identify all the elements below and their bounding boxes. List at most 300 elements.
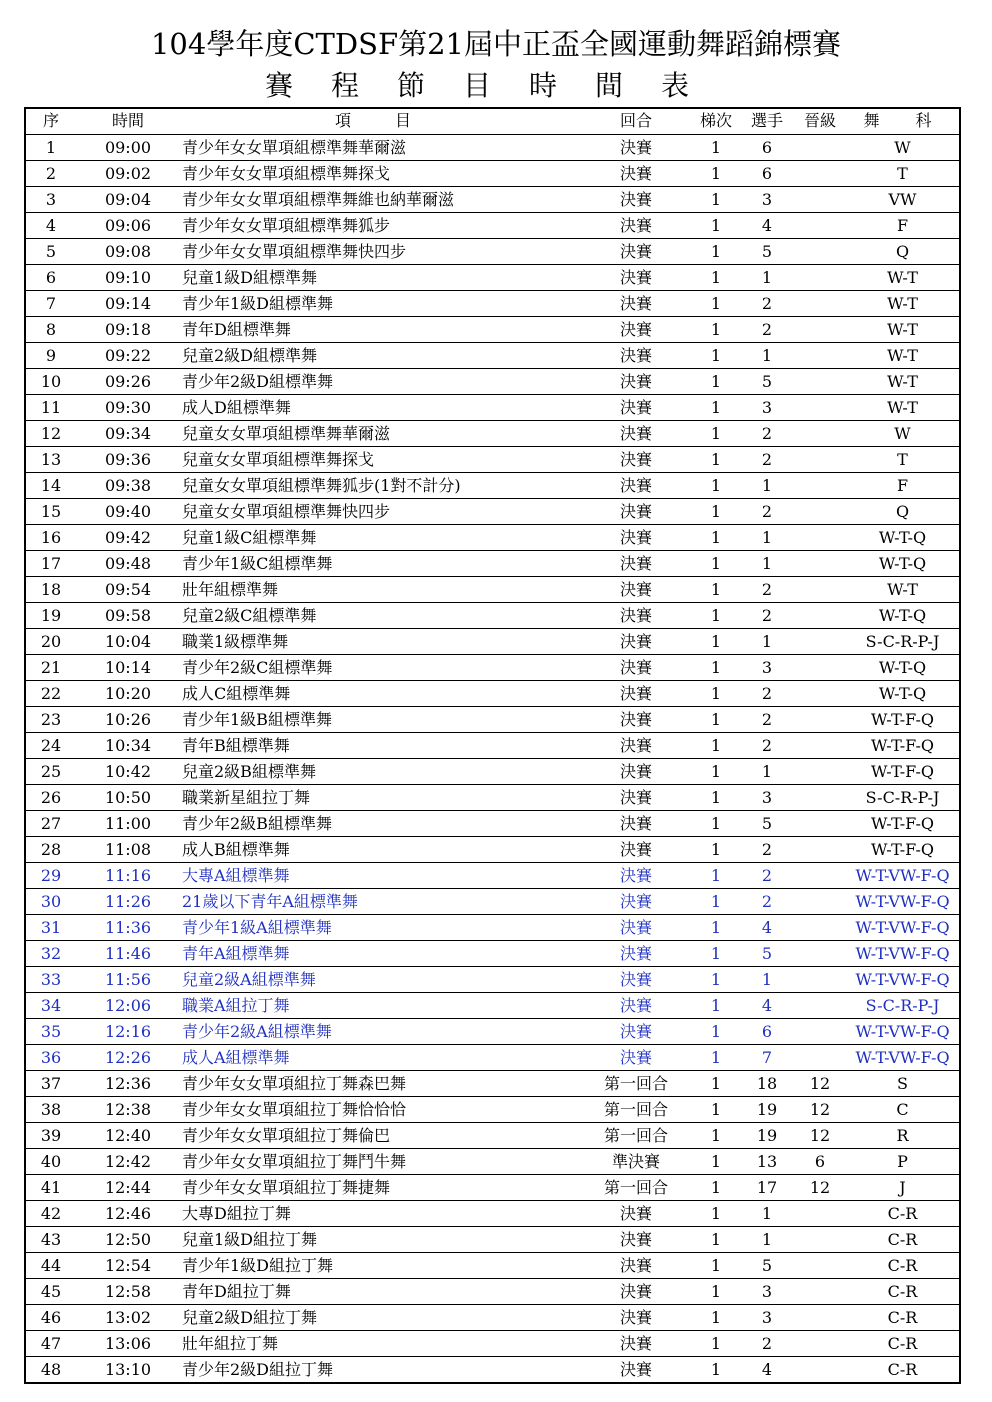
cell-seq: 3 <box>45 190 57 209</box>
cell-heat: 1 <box>710 996 722 1015</box>
cell-players: 4 <box>761 216 773 235</box>
cell-seq: 48 <box>40 1360 62 1379</box>
cell-players: 13 <box>756 1152 778 1171</box>
cell-item: 青少年1級B組標準舞 <box>182 710 332 729</box>
cell-heat: 1 <box>710 1178 722 1197</box>
header-seq: 序 <box>42 111 59 130</box>
cell-seq: 8 <box>45 320 57 339</box>
cell-dance: W-T <box>887 398 918 417</box>
table-row <box>26 1330 959 1356</box>
cell-time: 09:06 <box>104 216 152 235</box>
table-row <box>26 446 959 472</box>
cell-round: 決賽 <box>619 320 652 339</box>
table-row <box>26 264 959 290</box>
cell-players: 6 <box>761 164 773 183</box>
cell-advance <box>794 1279 846 1304</box>
cell-heat: 1 <box>710 1360 722 1379</box>
cell-heat: 1 <box>710 814 722 833</box>
cell-time: 11:26 <box>104 892 152 911</box>
cell-seq: 37 <box>40 1074 62 1093</box>
cell-time: 09:40 <box>104 502 152 521</box>
cell-item: 青少年2級D組拉丁舞 <box>182 1360 334 1379</box>
cell-round: 決賽 <box>619 788 652 807</box>
table-row <box>26 784 959 810</box>
cell-heat: 1 <box>710 1204 722 1223</box>
table-row <box>26 1252 959 1278</box>
cell-advance: 12 <box>809 1178 831 1197</box>
cell-time: 11:08 <box>104 840 152 859</box>
cell-heat: 1 <box>710 1022 722 1041</box>
table-row <box>26 758 959 784</box>
table-row <box>26 914 959 940</box>
cell-round: 決賽 <box>619 268 652 287</box>
cell-advance <box>794 759 846 784</box>
table-row <box>26 1356 959 1382</box>
cell-dance: W-T-VW-F-Q <box>855 918 950 937</box>
cell-seq: 14 <box>40 476 62 495</box>
cell-round: 決賽 <box>619 372 652 391</box>
header-item: 項 目 <box>334 111 425 130</box>
cell-dance: C-R <box>887 1282 918 1301</box>
table-row <box>26 1174 959 1200</box>
cell-advance <box>794 421 846 446</box>
table-row <box>26 836 959 862</box>
cell-seq: 43 <box>40 1230 62 1249</box>
cell-heat: 1 <box>710 1230 722 1249</box>
cell-dance: F <box>896 216 909 235</box>
cell-seq: 11 <box>40 398 62 417</box>
cell-advance <box>794 369 846 394</box>
cell-dance: W-T-F-Q <box>870 762 935 781</box>
table-row <box>26 1070 959 1096</box>
cell-item: 兒童女女單項組標準舞狐步(1對不計分) <box>182 476 461 495</box>
cell-advance <box>794 681 846 706</box>
table-row <box>26 1122 959 1148</box>
cell-dance: J <box>899 1178 906 1197</box>
cell-time: 12:40 <box>104 1126 152 1145</box>
table-row <box>26 810 959 836</box>
header-heat: 梯次 <box>699 111 732 130</box>
table-row <box>26 160 959 186</box>
cell-players: 1 <box>761 476 773 495</box>
cell-advance <box>794 733 846 758</box>
cell-seq: 5 <box>45 242 57 261</box>
table-row <box>26 238 959 264</box>
cell-item: 職業A組拉丁舞 <box>182 996 290 1015</box>
cell-players: 1 <box>761 762 773 781</box>
cell-round: 決賽 <box>619 1308 652 1327</box>
cell-dance: W <box>894 138 911 157</box>
cell-time: 10:50 <box>104 788 152 807</box>
cell-round: 決賽 <box>619 346 652 365</box>
cell-seq: 13 <box>40 450 62 469</box>
cell-round: 決賽 <box>619 1360 652 1379</box>
cell-time: 12:44 <box>104 1178 152 1197</box>
cell-seq: 7 <box>45 294 57 313</box>
cell-dance: W-T-VW-F-Q <box>855 866 950 885</box>
cell-heat: 1 <box>710 1256 722 1275</box>
header-dance: 舞 科 <box>863 111 942 130</box>
cell-dance: W-T-Q <box>878 658 927 677</box>
cell-time: 09:04 <box>104 190 152 209</box>
cell-advance <box>794 135 846 160</box>
cell-advance <box>794 499 846 524</box>
cell-item: 兒童女女單項組標準舞華爾滋 <box>182 424 391 443</box>
cell-players: 1 <box>761 970 773 989</box>
cell-item: 兒童2級D組拉丁舞 <box>182 1308 318 1327</box>
table-row <box>26 1018 959 1044</box>
cell-item: 青少年女女單項組拉丁舞森巴舞 <box>182 1074 407 1093</box>
cell-dance: Q <box>895 242 910 261</box>
cell-seq: 38 <box>40 1100 62 1119</box>
cell-heat: 1 <box>710 944 722 963</box>
cell-round: 決賽 <box>619 294 652 313</box>
table-row <box>26 732 959 758</box>
cell-time: 12:36 <box>104 1074 152 1093</box>
cell-heat: 1 <box>710 1100 722 1119</box>
cell-players: 18 <box>756 1074 778 1093</box>
cell-players: 2 <box>761 1334 773 1353</box>
cell-seq: 21 <box>40 658 62 677</box>
cell-seq: 40 <box>40 1152 62 1171</box>
cell-round: 決賽 <box>619 476 652 495</box>
cell-players: 2 <box>761 502 773 521</box>
cell-heat: 1 <box>710 606 722 625</box>
cell-item: 兒童1級D組標準舞 <box>182 268 318 287</box>
cell-advance <box>794 837 846 862</box>
cell-item: 兒童2級D組標準舞 <box>182 346 318 365</box>
cell-seq: 33 <box>40 970 62 989</box>
table-row <box>26 524 959 550</box>
cell-round: 決賽 <box>619 892 652 911</box>
cell-time: 09:22 <box>104 346 152 365</box>
cell-dance: P <box>897 1152 908 1171</box>
cell-heat: 1 <box>710 398 722 417</box>
cell-heat: 1 <box>710 1282 722 1301</box>
cell-advance <box>794 1019 846 1044</box>
cell-seq: 6 <box>45 268 57 287</box>
cell-item: 兒童2級C組標準舞 <box>182 606 317 625</box>
cell-players: 2 <box>761 892 773 911</box>
cell-players: 5 <box>761 242 773 261</box>
cell-item: 青少年2級B組標準舞 <box>182 814 332 833</box>
cell-players: 3 <box>761 1308 773 1327</box>
cell-advance <box>794 1201 846 1226</box>
cell-round: 決賽 <box>619 502 652 521</box>
cell-dance: T <box>897 450 908 469</box>
table-row <box>26 1096 959 1122</box>
cell-heat: 1 <box>710 164 722 183</box>
cell-round: 決賽 <box>619 632 652 651</box>
cell-seq: 17 <box>40 554 62 573</box>
cell-time: 09:54 <box>104 580 152 599</box>
cell-dance: W-T-Q <box>878 684 927 703</box>
header-players: 選手 <box>750 111 783 130</box>
cell-advance <box>794 915 846 940</box>
cell-seq: 12 <box>40 424 62 443</box>
cell-players: 6 <box>761 1022 773 1041</box>
cell-dance: W-T-VW-F-Q <box>855 970 950 989</box>
header-round: 回合 <box>619 111 652 130</box>
cell-seq: 1 <box>45 138 57 157</box>
cell-seq: 15 <box>40 502 62 521</box>
cell-seq: 19 <box>40 606 62 625</box>
cell-dance: R <box>896 1126 909 1145</box>
cell-dance: Q <box>895 502 910 521</box>
cell-heat: 1 <box>710 658 722 677</box>
cell-seq: 28 <box>40 840 62 859</box>
cell-item: 青少年2級C組標準舞 <box>182 658 333 677</box>
header-time: 時間 <box>111 111 144 130</box>
cell-round: 決賽 <box>619 814 652 833</box>
cell-item: 青少年1級D組拉丁舞 <box>182 1256 334 1275</box>
cell-heat: 1 <box>710 762 722 781</box>
cell-dance: VW <box>888 190 917 209</box>
table-row <box>26 602 959 628</box>
cell-advance <box>794 863 846 888</box>
cell-heat: 1 <box>710 528 722 547</box>
cell-players: 5 <box>761 1256 773 1275</box>
cell-item: 青少年女女單項組標準舞快四步 <box>182 242 407 261</box>
cell-heat: 1 <box>710 450 722 469</box>
cell-seq: 44 <box>40 1256 62 1275</box>
cell-heat: 1 <box>710 268 722 287</box>
cell-dance: W-T-Q <box>878 606 927 625</box>
cell-dance: C-R <box>887 1230 918 1249</box>
cell-round: 決賽 <box>619 684 652 703</box>
cell-item: 青少年1級A組標準舞 <box>182 918 332 937</box>
cell-players: 3 <box>761 658 773 677</box>
cell-seq: 9 <box>45 346 57 365</box>
cell-heat: 1 <box>710 580 722 599</box>
cell-advance <box>794 291 846 316</box>
cell-item: 青少年2級A組標準舞 <box>182 1022 332 1041</box>
cell-players: 4 <box>761 996 773 1015</box>
cell-time: 12:38 <box>104 1100 152 1119</box>
cell-time: 10:20 <box>104 684 152 703</box>
cell-item: 青少年女女單項組拉丁舞倫巴 <box>182 1126 391 1145</box>
cell-dance: W-T-VW-F-Q <box>855 944 950 963</box>
cell-dance: S-C-R-P-J <box>865 996 940 1015</box>
cell-item: 青少年女女單項組標準舞華爾滋 <box>182 138 407 157</box>
cell-round: 第一回合 <box>603 1074 668 1093</box>
cell-round: 決賽 <box>619 996 652 1015</box>
cell-heat: 1 <box>710 918 722 937</box>
cell-time: 09:18 <box>104 320 152 339</box>
table-row <box>26 576 959 602</box>
cell-heat: 1 <box>710 216 722 235</box>
cell-players: 6 <box>761 138 773 157</box>
cell-advance <box>794 525 846 550</box>
cell-dance: W-T-VW-F-Q <box>855 1048 950 1067</box>
cell-time: 12:26 <box>104 1048 152 1067</box>
cell-advance: 6 <box>814 1152 826 1171</box>
cell-seq: 45 <box>40 1282 62 1301</box>
cell-players: 1 <box>761 554 773 573</box>
cell-round: 第一回合 <box>603 1126 668 1145</box>
cell-time: 11:46 <box>104 944 152 963</box>
cell-round: 決賽 <box>619 1256 652 1275</box>
cell-heat: 1 <box>710 1334 722 1353</box>
cell-round: 決賽 <box>619 190 652 209</box>
cell-heat: 1 <box>710 190 722 209</box>
cell-advance <box>794 1357 846 1382</box>
table-row <box>26 290 959 316</box>
cell-heat: 1 <box>710 1308 722 1327</box>
cell-item: 21歲以下青年A組標準舞 <box>182 892 358 911</box>
cell-round: 決賽 <box>619 710 652 729</box>
cell-round: 決賽 <box>619 606 652 625</box>
cell-advance <box>794 213 846 238</box>
cell-advance <box>794 265 846 290</box>
schedule-table <box>24 107 961 1384</box>
cell-seq: 32 <box>40 944 62 963</box>
cell-heat: 1 <box>710 138 722 157</box>
cell-dance: W-T <box>887 346 918 365</box>
cell-item: 兒童1級D組拉丁舞 <box>182 1230 318 1249</box>
cell-advance <box>794 187 846 212</box>
cell-time: 09:48 <box>104 554 152 573</box>
cell-dance: C <box>896 1100 909 1119</box>
table-row <box>26 1200 959 1226</box>
cell-dance: W-T-F-Q <box>870 736 935 755</box>
cell-item: 大專D組拉丁舞 <box>182 1204 291 1223</box>
cell-players: 2 <box>761 684 773 703</box>
table-row <box>26 186 959 212</box>
table-row <box>26 862 959 888</box>
cell-time: 13:02 <box>104 1308 152 1327</box>
cell-players: 2 <box>761 840 773 859</box>
cell-time: 09:36 <box>104 450 152 469</box>
cell-item: 青少年2級D組標準舞 <box>182 372 334 391</box>
cell-dance: W-T <box>887 580 918 599</box>
cell-advance <box>794 629 846 654</box>
table-row <box>26 342 959 368</box>
cell-time: 09:34 <box>104 424 152 443</box>
cell-dance: C-R <box>887 1256 918 1275</box>
cell-round: 決賽 <box>619 1334 652 1353</box>
table-row <box>26 1226 959 1252</box>
table-row <box>26 940 959 966</box>
cell-dance: W-T <box>887 294 918 313</box>
cell-advance <box>794 1305 846 1330</box>
cell-advance <box>794 343 846 368</box>
cell-players: 2 <box>761 736 773 755</box>
cell-dance: W-T <box>887 320 918 339</box>
cell-advance <box>794 551 846 576</box>
cell-round: 決賽 <box>619 970 652 989</box>
cell-seq: 27 <box>40 814 62 833</box>
cell-advance <box>794 161 846 186</box>
cell-time: 09:08 <box>104 242 152 261</box>
cell-seq: 36 <box>40 1048 62 1067</box>
cell-players: 5 <box>761 814 773 833</box>
cell-item: 兒童女女單項組標準舞探戈 <box>182 450 375 469</box>
cell-round: 決賽 <box>619 736 652 755</box>
cell-time: 13:06 <box>104 1334 152 1353</box>
cell-round: 決賽 <box>619 138 652 157</box>
cell-item: 壯年組拉丁舞 <box>182 1334 279 1353</box>
cell-players: 19 <box>756 1100 778 1119</box>
cell-players: 1 <box>761 1230 773 1249</box>
cell-time: 09:10 <box>104 268 152 287</box>
cell-time: 12:46 <box>104 1204 152 1223</box>
cell-time: 10:42 <box>104 762 152 781</box>
cell-heat: 1 <box>710 736 722 755</box>
cell-advance: 12 <box>809 1100 831 1119</box>
cell-seq: 24 <box>40 736 62 755</box>
table-row <box>26 420 959 446</box>
header-advance: 晉級 <box>803 111 836 130</box>
cell-dance: T <box>897 164 908 183</box>
cell-round: 決賽 <box>619 762 652 781</box>
cell-heat: 1 <box>710 1126 722 1145</box>
cell-heat: 1 <box>710 970 722 989</box>
cell-advance <box>794 993 846 1018</box>
cell-seq: 20 <box>40 632 62 651</box>
document-subtitle: 賽程節目時間表 <box>264 69 727 102</box>
cell-players: 2 <box>761 866 773 885</box>
cell-players: 19 <box>756 1126 778 1145</box>
cell-dance: W-T-F-Q <box>870 814 935 833</box>
cell-seq: 34 <box>40 996 62 1015</box>
cell-advance <box>794 317 846 342</box>
table-row <box>26 1278 959 1304</box>
table-row <box>26 1148 959 1174</box>
table-row <box>26 1044 959 1070</box>
cell-players: 2 <box>761 450 773 469</box>
cell-item: 兒童2級A組標準舞 <box>182 970 316 989</box>
cell-heat: 1 <box>710 840 722 859</box>
cell-seq: 42 <box>40 1204 62 1223</box>
cell-round: 決賽 <box>619 554 652 573</box>
document-title: 104學年度CTDSF第21屆中正盃全國運動舞蹈錦標賽 <box>150 27 842 61</box>
cell-dance: W-T-VW-F-Q <box>855 892 950 911</box>
cell-time: 12:50 <box>104 1230 152 1249</box>
cell-advance <box>794 473 846 498</box>
cell-heat: 1 <box>710 476 722 495</box>
cell-time: 11:00 <box>104 814 152 833</box>
cell-heat: 1 <box>710 294 722 313</box>
cell-seq: 35 <box>40 1022 62 1041</box>
cell-dance: C-R <box>887 1308 918 1327</box>
cell-time: 12:06 <box>104 996 152 1015</box>
cell-item: 職業新星組拉丁舞 <box>182 788 311 807</box>
cell-item: 青年D組標準舞 <box>182 320 291 339</box>
cell-seq: 2 <box>45 164 57 183</box>
cell-seq: 31 <box>40 918 62 937</box>
cell-advance <box>794 811 846 836</box>
cell-time: 09:58 <box>104 606 152 625</box>
cell-advance <box>794 941 846 966</box>
cell-players: 3 <box>761 398 773 417</box>
cell-item: 青少年女女單項組標準舞探戈 <box>182 164 391 183</box>
cell-dance: W-T <box>887 372 918 391</box>
cell-time: 12:58 <box>104 1282 152 1301</box>
cell-advance <box>794 577 846 602</box>
cell-item: 青少年女女單項組拉丁舞鬥牛舞 <box>182 1152 407 1171</box>
cell-item: 青少年1級D組標準舞 <box>182 294 334 313</box>
cell-item: 青少年女女單項組標準舞狐步 <box>182 216 391 235</box>
cell-players: 1 <box>761 528 773 547</box>
cell-heat: 1 <box>710 710 722 729</box>
cell-round: 決賽 <box>619 944 652 963</box>
cell-round: 決賽 <box>619 450 652 469</box>
cell-seq: 22 <box>40 684 62 703</box>
cell-advance <box>794 447 846 472</box>
table-row <box>26 654 959 680</box>
cell-seq: 46 <box>40 1308 62 1327</box>
